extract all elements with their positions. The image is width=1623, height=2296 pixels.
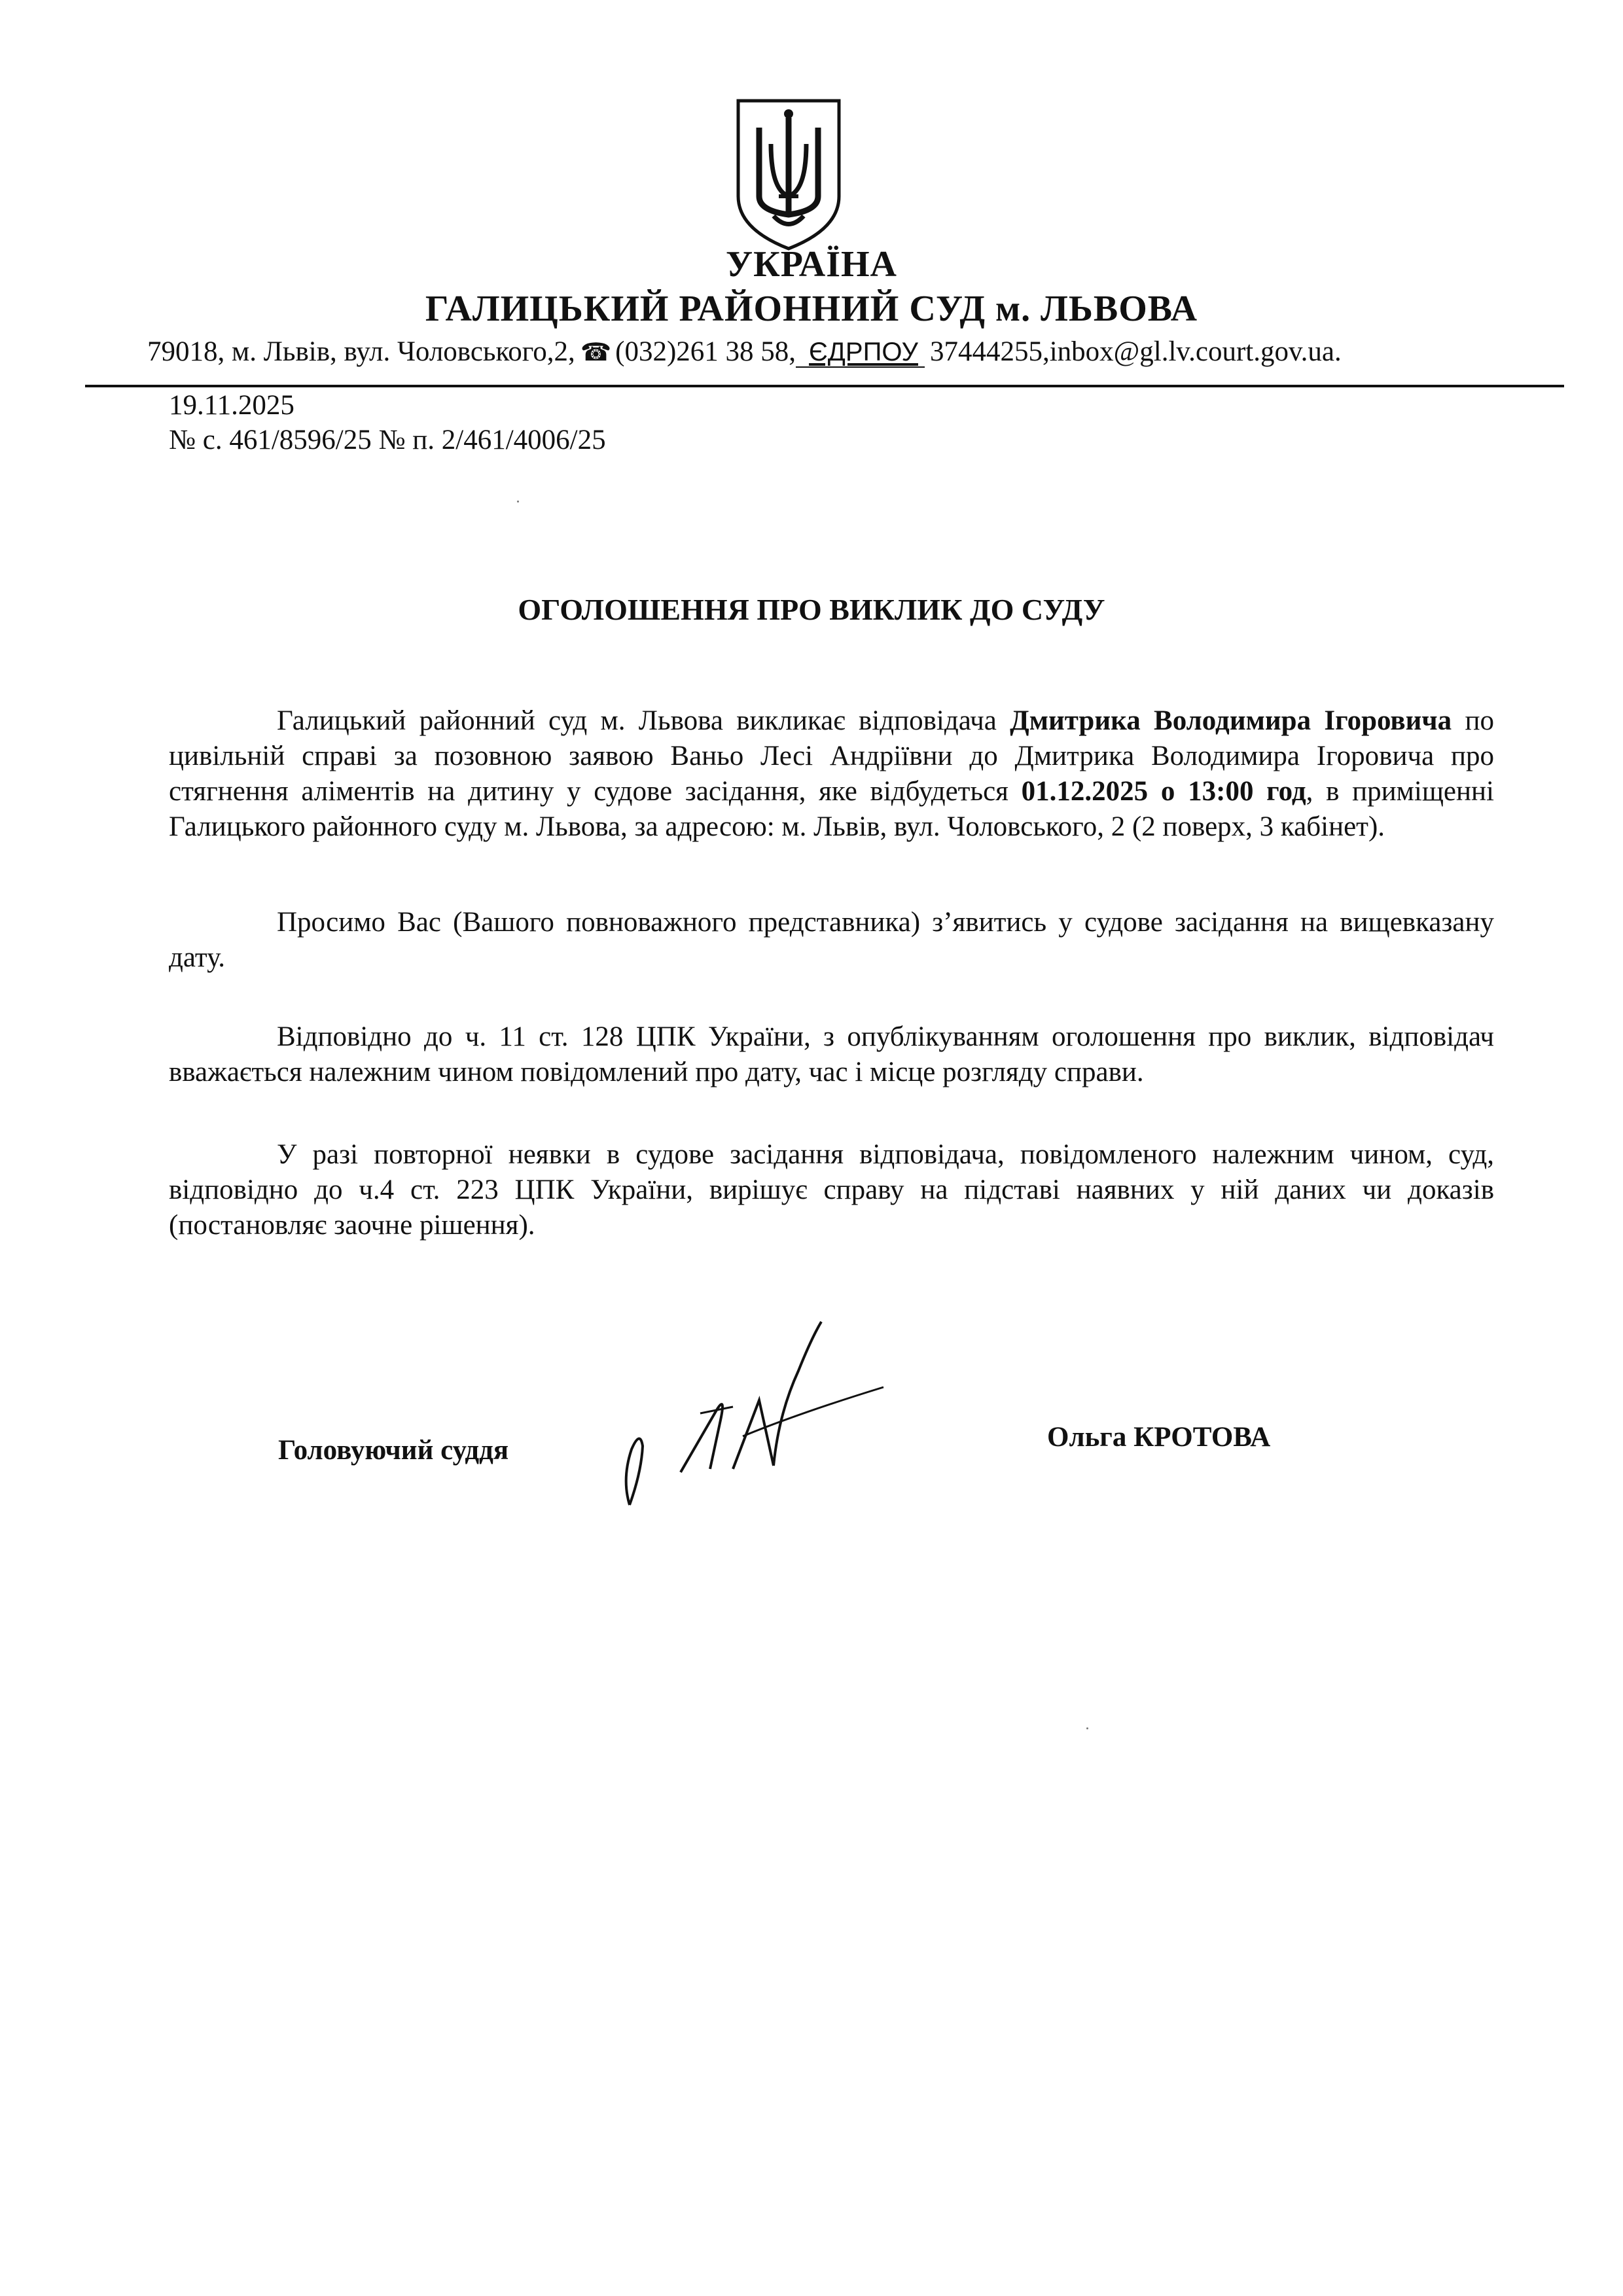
paragraph-notice — [169, 1019, 1494, 1090]
paragraph-consequence — [169, 1137, 1494, 1243]
defendant-name: Дмитрика Володимира Ігоровича — [1010, 705, 1452, 736]
edrpou-label: ЄДРПОУ — [796, 338, 925, 368]
header-divider — [85, 385, 1564, 387]
p1-text-3: , в приміщенні Галицького районного суду м. Львова, за адресою: м. Львів, вул. Чоловського, 2 (2 поверх, 3 кабінет). — [169, 776, 1494, 842]
court-name-heading: ГАЛИЦЬКИЙ РАЙОННИЙ СУД м. ЛЬВОВА — [425, 289, 1198, 329]
p1-text-2: по цивільній справі за позовною заявою Ваньо Лесі Андріївни до Дмитрика Володимира Ігоровича про стягнення аліментів на дитину у судове засідання, яке відбудеться — [169, 705, 1494, 807]
scan-speck — [517, 501, 519, 503]
court-edrpou-email: 37444255,inbox@gl.lv.court.gov.ua. — [929, 336, 1342, 367]
scan-speck — [1086, 1727, 1088, 1729]
paragraph-summons — [169, 703, 1494, 845]
court-phone: (032)261 38 58, — [615, 336, 796, 367]
ukraine-trident-icon — [733, 98, 844, 252]
country-heading: УКРАЇНА — [726, 244, 897, 285]
signer-role: Головуючий суддя — [278, 1435, 509, 1466]
p1-text-1: Галицький районний суд м. Львова викликає відповідача — [277, 705, 1010, 736]
phone-icon: ☎ — [580, 339, 612, 366]
p4-text: У разі повторної неявки в судове засідання відповідача, повідомленого належним чином, суд, відповідно до ч.4 ст. 223 ЦПК України, вирішує справу на підставі наявних у ній даних чи доказів (постановляє заочне рішення). — [169, 1139, 1494, 1241]
signer-name: Ольга КРОТОВА — [1047, 1422, 1271, 1453]
case-numbers: № с. 461/8596/25 № п. 2/461/4006/25 — [169, 425, 606, 455]
handwritten-signature — [602, 1309, 910, 1525]
hearing-datetime: 01.12.2025 о 13:00 год — [1021, 776, 1306, 807]
p3-text: Відповідно до ч. 11 ст. 128 ЦПК України, з опублікуванням оголошення про виклик, відповідач вважається належним чином повідомлений про дату, час і місце розгляду справи. — [169, 1021, 1494, 1087]
document-date: 19.11.2025 — [169, 390, 294, 421]
p2-text: Просимо Вас (Вашого повноважного представника) з’явитись у судове засідання на вищевказану дату. — [169, 907, 1494, 973]
court-contacts — [147, 336, 1342, 368]
paragraph-request — [169, 905, 1494, 976]
court-address: 79018, м. Львів, вул. Чоловського,2, — [147, 336, 575, 367]
document-title: ОГОЛОШЕННЯ ПРО ВИКЛИК ДО СУДУ — [518, 593, 1105, 626]
